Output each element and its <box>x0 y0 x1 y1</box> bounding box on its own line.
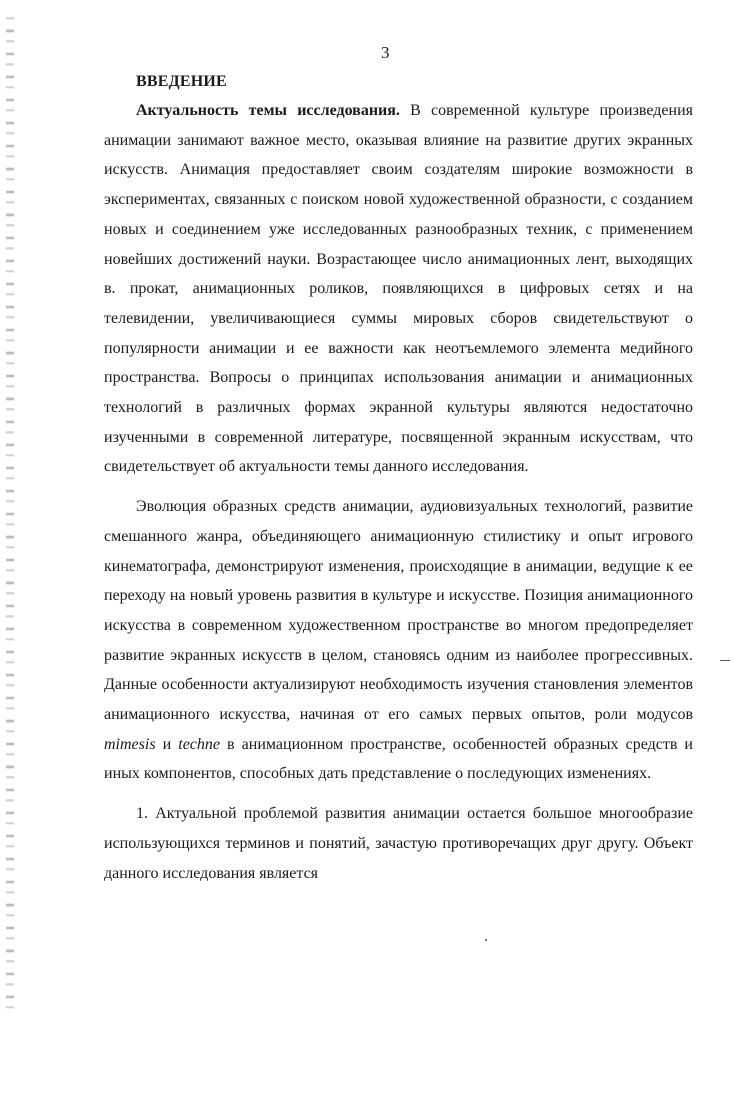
page-number: 3 <box>381 43 390 62</box>
paragraph-text: и <box>155 735 179 753</box>
body-text <box>104 96 693 888</box>
paragraph-lead: Актуальность темы исследования. <box>136 102 400 119</box>
scan-edge-artifact <box>6 10 14 1010</box>
term-mimesis: mimesis <box>104 735 156 753</box>
paragraph-text: в анимационном пространстве, особенностей образных средств и иных компонентов, способных дать представление о последующих изменениях. <box>104 735 693 783</box>
paragraph-text: В современной культуре произведения анимации занимают важное место, оказывая влияние на развитие других экранных искусств. Анимация предоставляет своим создателям широкие возможности в экспериментах, связанных с поиском новой художественной образности, с созданием новых и соединением уже исследованных разнообразных техник, с применением новейших достижений науки. Возрастающее число анимационных лент, выходящих в. прокат, анимационных роликов, появляющихся в цифровых сетях и на телевидении, увеличивающиеся суммы мировых сборов свидетельствуют о популярности анимации и ее важности как неотъемлемого элемента медийного пространства. Вопросы о принципах использования анимации и анимационных технологий в различных формах экранной культуры являются недостаточно изученными в современной литературе, посвященной экранным искусствам, что свидетельствует об актуальности темы данного исследования. <box>104 102 694 476</box>
paragraph-evolution <box>104 492 693 789</box>
paragraph-text: Эволюция образных средств анимации, аудиовизуальных технологий, развитие смешанного жанра, объединяющего анимационную стилистику и опыт игрового кинематографа, демонстрируют изменения, происходящие в анимации, ведущие к ее переходу на новый уровень развития в культуре и искусстве. Позиция анимационного искусства в современном художественном пространстве во многом предопределяет развитие экранных искусств в целом, становясь одним из наиболее прогрессивных. Данные особенности актуализируют необходимость изучения становления элементов анимационного искусства, начиная от его самых первых опытов, роли модусов <box>104 498 693 724</box>
term-techne: techne <box>178 735 220 753</box>
paragraph-point-1 <box>104 799 693 888</box>
margin-dash-mark <box>720 660 730 661</box>
paragraph-text: 1. Актуальной проблемой развития анимации остается большое многообразие использующихся терминов и понятий, зачастую противоречащих друг другу. Объект данного исследования является <box>104 805 693 882</box>
section-heading: ВВЕДЕНИЕ <box>136 73 227 90</box>
scan-speck <box>485 939 487 941</box>
paragraph-relevance <box>104 96 693 482</box>
